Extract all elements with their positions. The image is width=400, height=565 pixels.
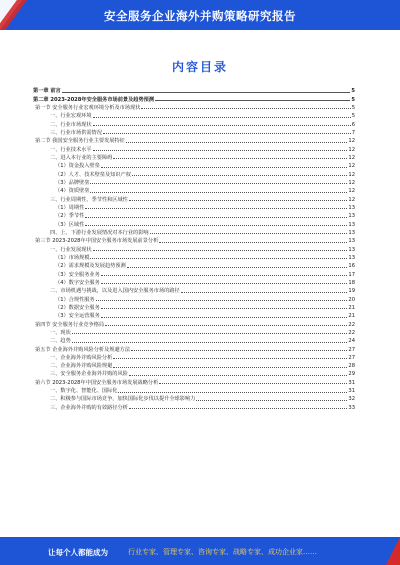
toc-entry-title: 一、现状 <box>50 329 71 336</box>
toc-entry-page: 19 <box>348 288 355 295</box>
toc-entry-title: （4）资质壁垒 <box>55 188 90 195</box>
toc-entry-page: 13 <box>348 213 355 220</box>
toc-entry-page: 5 <box>351 104 355 111</box>
toc-entry[interactable] <box>33 94 355 102</box>
toc-entry[interactable] <box>33 402 355 410</box>
footer-slogan-right: 行业专家、管理专家、咨询专家、战略专家、成功企业家…… <box>128 548 317 556</box>
toc-entry[interactable] <box>33 269 355 277</box>
toc-entry-title: 一、行业技术水平 <box>50 146 92 153</box>
toc-entry[interactable] <box>33 178 355 186</box>
toc-entry-page: 20 <box>348 296 355 303</box>
toc-entry[interactable] <box>33 203 355 211</box>
toc-leader-dots <box>62 91 351 93</box>
toc-entry-page: 28 <box>348 363 355 370</box>
toc-leader-dots <box>113 366 347 368</box>
footer-banner <box>0 537 400 565</box>
toc-leader-dots <box>96 299 348 301</box>
toc-entry-page: 16 <box>348 263 355 270</box>
toc-entry-title: （2）季节性 <box>55 213 85 220</box>
toc-entry-page: 12 <box>348 179 355 186</box>
toc-entry[interactable] <box>33 303 355 311</box>
toc-entry-page: 13 <box>348 221 355 228</box>
toc-entry-page: 13 <box>348 229 355 236</box>
toc-leader-dots <box>159 241 347 243</box>
toc-entry-page: 5 <box>351 88 355 95</box>
toc-entry-page: 13 <box>348 204 355 211</box>
toc-entry-page: 32 <box>348 396 355 403</box>
toc-leader-dots <box>103 132 351 134</box>
toc-entry-page: 27 <box>348 354 355 361</box>
toc-entry[interactable] <box>33 86 355 94</box>
table-of-contents <box>33 86 355 411</box>
toc-entry-page: 27 <box>348 346 355 353</box>
toc-entry[interactable] <box>33 153 355 161</box>
toc-entry[interactable] <box>33 311 355 319</box>
toc-entry[interactable] <box>33 278 355 286</box>
toc-entry-title: （2）需求规模及发展趋势预测 <box>55 263 126 270</box>
toc-leader-dots <box>93 149 348 151</box>
toc-entry-page: 7 <box>351 129 355 136</box>
toc-entry-page: 12 <box>348 163 355 170</box>
toc-entry[interactable] <box>33 186 355 194</box>
toc-entry-page: 12 <box>348 138 355 145</box>
toc-entry-title: 三、行业市场供需情况 <box>50 129 102 136</box>
toc-leader-dots <box>101 274 348 276</box>
toc-entry-title: （2）数据安全服务 <box>55 304 100 311</box>
toc-entry[interactable] <box>33 336 355 344</box>
toc-entry-page: 12 <box>348 188 355 195</box>
toc-entry[interactable] <box>33 161 355 169</box>
toc-entry-page: 22 <box>348 321 355 328</box>
toc-entry[interactable] <box>33 236 355 244</box>
toc-entry-page: 13 <box>348 246 355 253</box>
toc-entry[interactable] <box>33 228 355 236</box>
toc-entry-title: 第一节 安全服务行业宏观环境分析及市场现状 <box>35 104 141 111</box>
toc-entry[interactable] <box>33 361 355 369</box>
toc-leader-dots <box>101 307 348 309</box>
toc-leader-dots <box>101 282 348 284</box>
toc-entry-title: （3）区域性 <box>55 221 85 228</box>
toc-entry[interactable] <box>33 294 355 302</box>
toc-entry[interactable] <box>33 253 355 261</box>
toc-entry-title: 四、上、下游行业发展情况对本行业的影响 <box>50 229 149 236</box>
toc-leader-dots <box>90 182 347 184</box>
toc-entry-page: 12 <box>348 154 355 161</box>
toc-leader-dots <box>129 374 348 376</box>
toc-entry-title: 二、行业市场现状 <box>50 121 92 128</box>
toc-leader-dots <box>159 382 347 384</box>
toc-entry[interactable] <box>33 111 355 119</box>
toc-entry-title: 第二节 我国安全服务行业主要发展特征 <box>35 138 125 145</box>
toc-leader-dots <box>85 207 347 209</box>
toc-entry-title: （3）安全服务业务 <box>55 271 100 278</box>
toc-entry-page: 13 <box>348 254 355 261</box>
toc-entry-title: 一、行业发展现状 <box>50 246 92 253</box>
toc-entry[interactable] <box>33 344 355 352</box>
toc-entry[interactable] <box>33 128 355 136</box>
toc-leader-dots <box>131 349 347 351</box>
toc-entry[interactable] <box>33 219 355 227</box>
toc-leader-dots <box>141 107 350 109</box>
toc-entry-page: 24 <box>348 338 355 345</box>
toc-entry-title: 第六节 2023-2028年中国安全服务市场发展战略分析 <box>35 379 159 386</box>
toc-entry[interactable] <box>33 353 355 361</box>
toc-leader-dots <box>132 174 347 176</box>
toc-entry-title: 二、进入本行业的主要障碍 <box>50 154 113 161</box>
toc-entry-title: 第四节 安全服务行业竞争格局 <box>35 321 105 328</box>
toc-entry-page: 12 <box>348 196 355 203</box>
toc-entry-title: （1）周期性 <box>55 204 85 211</box>
toc-entry-title: 第五节 企业海外并购风险分析及规避方法 <box>35 346 131 353</box>
toc-entry-title: 第三节 2023-2028年中国安全服务市场发展前景分析 <box>35 238 159 245</box>
toc-entry[interactable] <box>33 144 355 152</box>
toc-entry-page: 21 <box>348 313 355 320</box>
report-title: 安全服务企业海外并购策略研究报告 <box>104 9 296 23</box>
toc-entry[interactable] <box>33 319 355 327</box>
toc-leader-dots <box>155 99 350 101</box>
toc-leader-dots <box>126 141 348 143</box>
toc-entry-page: 5 <box>351 96 355 103</box>
toc-entry-title: （1）资金投入壁垒 <box>55 163 100 170</box>
toc-entry-title: 二、企业海外并购风险规避 <box>50 363 113 370</box>
toc-leader-dots <box>93 249 348 251</box>
toc-entry-title: 第一章 前言 <box>33 88 61 95</box>
toc-entry[interactable] <box>33 369 355 377</box>
toc-leader-dots <box>93 116 351 118</box>
toc-leader-dots <box>90 257 347 259</box>
toc-leader-dots <box>150 232 348 234</box>
toc-entry[interactable] <box>33 394 355 402</box>
toc-entry[interactable] <box>33 194 355 202</box>
toc-entry-title: （2）人才、技术壁垒及知识产权 <box>55 171 131 178</box>
toc-entry-page: 31 <box>348 379 355 386</box>
toc-entry-title: 三、行业周期性、季节性和区域性 <box>50 196 128 203</box>
toc-leader-dots <box>113 357 347 359</box>
toc-entry-page: 12 <box>348 146 355 153</box>
toc-leader-dots <box>118 391 347 393</box>
toc-leader-dots <box>93 124 351 126</box>
toc-entry[interactable] <box>33 286 355 294</box>
toc-entry-page: 31 <box>348 388 355 395</box>
toc-entry-title: （3）安全运营服务 <box>55 313 100 320</box>
toc-entry-title: （3）品牌壁垒 <box>55 179 90 186</box>
toc-entry-page: 18 <box>348 279 355 286</box>
toc-leader-dots <box>113 157 347 159</box>
toc-entry[interactable] <box>33 328 355 336</box>
toc-leader-dots <box>72 332 348 334</box>
toc-entry-page: 22 <box>348 329 355 336</box>
toc-entry-title: 一、企业海外并购风险分析 <box>50 354 113 361</box>
toc-entry-page: 17 <box>348 271 355 278</box>
toc-entry-title: 一、数字化、智能化、国际化 <box>50 388 118 395</box>
toc-entry-page: 21 <box>348 304 355 311</box>
toc-leader-dots <box>85 224 347 226</box>
toc-entry[interactable] <box>33 377 355 385</box>
toc-entry-page: 12 <box>348 171 355 178</box>
toc-entry-page: 29 <box>348 371 355 378</box>
footer-slogan-left: 让每个人都能成为 <box>48 548 108 557</box>
toc-entry[interactable] <box>33 103 355 111</box>
toc-entry[interactable] <box>33 261 355 269</box>
report-header-banner <box>0 0 400 30</box>
footer-decoration-red <box>386 537 400 565</box>
toc-entry-title: （1）合规性服务 <box>55 296 95 303</box>
toc-entry-page: 13 <box>348 238 355 245</box>
toc-entry[interactable] <box>33 211 355 219</box>
toc-entry[interactable] <box>33 169 355 177</box>
toc-entry-title: 三、安全服务企业海外并购的风险 <box>50 371 128 378</box>
toc-entry[interactable] <box>33 244 355 252</box>
toc-entry-title: 第二章 2023-2028年安全服务市场前景及趋势预测 <box>33 96 155 103</box>
toc-leader-dots <box>101 166 348 168</box>
toc-entry-page: 33 <box>348 404 355 411</box>
toc-entry-title: 三、企业海外并购的有效路径分析 <box>50 404 128 411</box>
toc-entry-title: （4）数字安全服务 <box>55 279 100 286</box>
toc-entry[interactable] <box>33 119 355 127</box>
toc-entry[interactable] <box>33 386 355 394</box>
toc-leader-dots <box>85 216 347 218</box>
toc-entry-title: 二、积极参与国际市场竞争，加快国际化步伐以提升全球影响力 <box>50 396 196 403</box>
toc-entry-page: 5 <box>351 113 355 120</box>
toc-leader-dots <box>196 399 347 401</box>
toc-leader-dots <box>90 191 347 193</box>
toc-heading: 内容目录 <box>171 60 228 74</box>
toc-entry[interactable] <box>33 136 355 144</box>
toc-leader-dots <box>72 341 348 343</box>
toc-entry-title: 一、行业宏观环境 <box>50 113 92 120</box>
toc-entry-title: 二、趋势 <box>50 338 71 345</box>
toc-leader-dots <box>181 291 348 293</box>
toc-entry-page: 6 <box>351 121 355 128</box>
toc-leader-dots <box>105 324 347 326</box>
toc-entry-title: （1）市场规模 <box>55 254 90 261</box>
toc-leader-dots <box>129 199 348 201</box>
toc-entry-title: 二、市场机遇与挑战，以及进入国内安全服务市场的路径 <box>50 288 180 295</box>
toc-leader-dots <box>101 316 348 318</box>
toc-leader-dots <box>129 407 348 409</box>
toc-leader-dots <box>127 266 348 268</box>
